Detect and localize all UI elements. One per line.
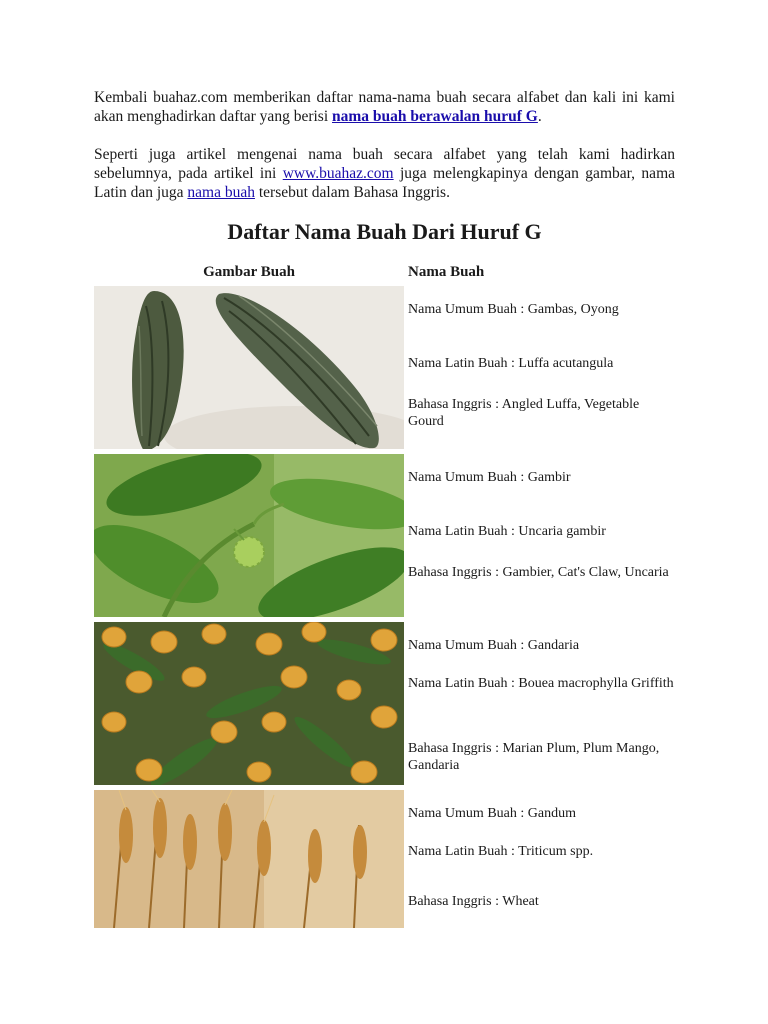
fruit-image-gandaria: [94, 622, 404, 785]
gandaria-illustration: [94, 622, 404, 785]
row-3-inggris: Bahasa Inggris : Marian Plum, Plum Mango, Gandaria: [408, 741, 660, 773]
row-3-umum: Nama Umum Buah : Gandaria: [408, 638, 580, 653]
row-3-latin: Nama Latin Buah : Bouea macrophylla Griffith: [408, 676, 674, 691]
page-title: Daftar Nama Buah Dari Huruf G: [227, 219, 542, 244]
row-1-umum: Nama Umum Buah : Gambas, Oyong: [408, 302, 619, 317]
link-nama-buah[interactable]: nama buah: [187, 184, 255, 201]
row-4-umum: Nama Umum Buah : Gandum: [408, 806, 576, 821]
column-header-image: Gambar Buah: [203, 264, 295, 280]
intro-text-2c: tersebut dalam Bahasa Inggris.: [254, 184, 450, 201]
row-2-inggris: Bahasa Inggris : Gambier, Cat's Claw, Uncaria: [408, 565, 669, 580]
column-header-name: Nama Buah: [408, 264, 485, 280]
intro-paragraph-1: [94, 88, 675, 126]
row-4-inggris: Bahasa Inggris : Wheat: [408, 894, 539, 909]
gambir-illustration: [94, 454, 404, 617]
intro-text-2b: juga melengkapinya dengan gambar, nama Latin dan juga: [94, 165, 676, 201]
link-buahaz[interactable]: www.buahaz.com: [282, 165, 394, 182]
fruit-image-gambir: [94, 454, 404, 617]
intro-text-1: Kembali buahaz.com memberikan daftar nama-nama buah secara alfabet dan kali ini kami akan menghadirkan daftar yang berisi: [94, 89, 675, 125]
luffa-illustration: [94, 286, 404, 449]
fruit-image-gambas: [94, 286, 404, 449]
row-2-latin: Nama Latin Buah : Uncaria gambir: [408, 524, 606, 539]
row-1-inggris: Bahasa Inggris : Angled Luffa, Vegetable Gourd: [408, 397, 640, 429]
wheat-illustration: [94, 790, 404, 928]
row-4-latin: Nama Latin Buah : Triticum spp.: [408, 844, 594, 859]
row-1-latin: Nama Latin Buah : Luffa acutangula: [408, 356, 614, 371]
fruit-image-gandum: [94, 790, 404, 953]
link-nama-buah-huruf-g[interactable]: nama buah berawalan huruf G: [332, 108, 538, 125]
intro-period: .: [537, 108, 542, 125]
intro-text-2a: Seperti juga artikel mengenai nama buah secara alfabet yang telah kami hadirkan sebelumnya, pada artikel ini: [94, 146, 675, 182]
intro-paragraph-2: [94, 145, 675, 202]
row-2-umum: Nama Umum Buah : Gambir: [408, 470, 571, 485]
